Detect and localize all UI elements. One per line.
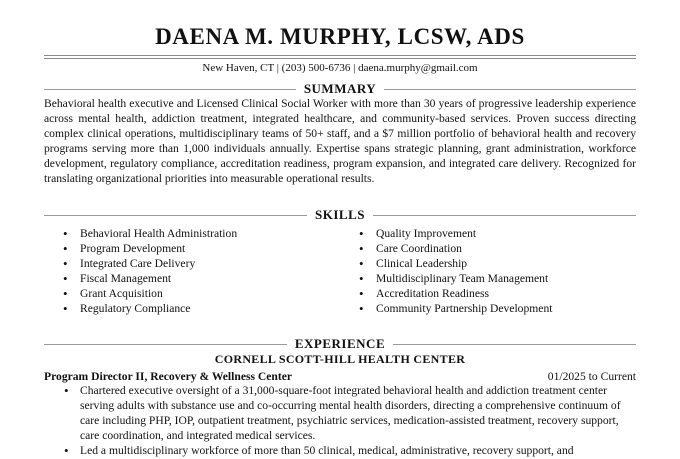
skill-item: • Integrated Care Delivery xyxy=(60,256,237,271)
heading-rule-left xyxy=(44,344,287,345)
experience-heading xyxy=(44,336,636,352)
skills-title: SKILLS xyxy=(315,207,365,222)
job-bullet: • Chartered executive oversight of a 31,000-square-foot integrated behavioral health and addiction treatment center serving adults with substance use and co-occurring mental health disorders, directing a comprehensive continuum of care including PHP, IOP, outpatient treatment, psychiatric services, medication-assisted treatment, recovery support, care coordination, and integrated medical services. xyxy=(64,384,636,444)
job-dates: 01/2025 to Current xyxy=(547,370,636,383)
skill-item: • Quality Improvement xyxy=(356,226,552,241)
skill-item: • Fiscal Management xyxy=(60,271,237,286)
summary-text: Behavioral health executive and Licensed Clinical Social Worker with more than 30 years of progressive leadership experience across mental health, addiction treatment, integrated healthcare, and community-based services. Proven success directing complex clinical operations, multidisciplinary teams of 50+ staff, and a $7 million portfolio of behavioral health and recovery programs serving more than 1,000 individuals annually. Expertise spans strategic planning, grant administration, workforce development, regulatory compliance, accreditation readiness, program expansion, and integrated care delivery. Recognized for translating organizational priorities into measurable operational results. xyxy=(44,97,636,185)
job-title-row xyxy=(44,369,636,384)
skills-list xyxy=(60,226,620,316)
summary-heading xyxy=(44,81,636,97)
contact-line: New Haven, CT | (203) 500-6736 | daena.murphy@gmail.com xyxy=(202,62,478,74)
skills-column-right xyxy=(356,226,552,316)
skill-item: • Multidisciplinary Team Management xyxy=(356,271,552,286)
heading-rule-left xyxy=(44,215,307,216)
candidate-name: DAENA M. MURPHY, LCSW, ADS xyxy=(155,24,525,49)
skill-item: • Care Coordination xyxy=(356,241,552,256)
skill-item: • Grant Acquisition xyxy=(60,286,237,301)
heading-rule-right xyxy=(373,215,636,216)
skill-item: • Accreditation Readiness xyxy=(356,286,552,301)
skill-item: • Regulatory Compliance xyxy=(60,301,237,316)
job-bullets xyxy=(64,384,636,459)
skill-item: • Program Development xyxy=(60,241,237,256)
skill-item: • Clinical Leadership xyxy=(356,256,552,271)
skill-item: • Behavioral Health Administration xyxy=(60,226,237,241)
job-title: Program Director II, Recovery & Wellness Center xyxy=(44,370,293,383)
skill-item: • Community Partnership Development xyxy=(356,301,552,316)
experience-title: EXPERIENCE xyxy=(294,336,386,351)
employer-name: CORNELL SCOTT-HILL HEALTH CENTER xyxy=(214,352,466,366)
skills-column-left xyxy=(60,226,237,316)
header-divider xyxy=(44,55,636,59)
job-bullet: • Led a multidisciplinary workforce of more than 50 clinical, medical, administrative, recovery support, and xyxy=(64,444,636,459)
heading-rule-right xyxy=(384,89,636,90)
heading-rule-left xyxy=(44,89,296,90)
heading-rule-right xyxy=(393,344,636,345)
summary-title: SUMMARY xyxy=(303,81,377,96)
skills-heading xyxy=(44,207,636,223)
